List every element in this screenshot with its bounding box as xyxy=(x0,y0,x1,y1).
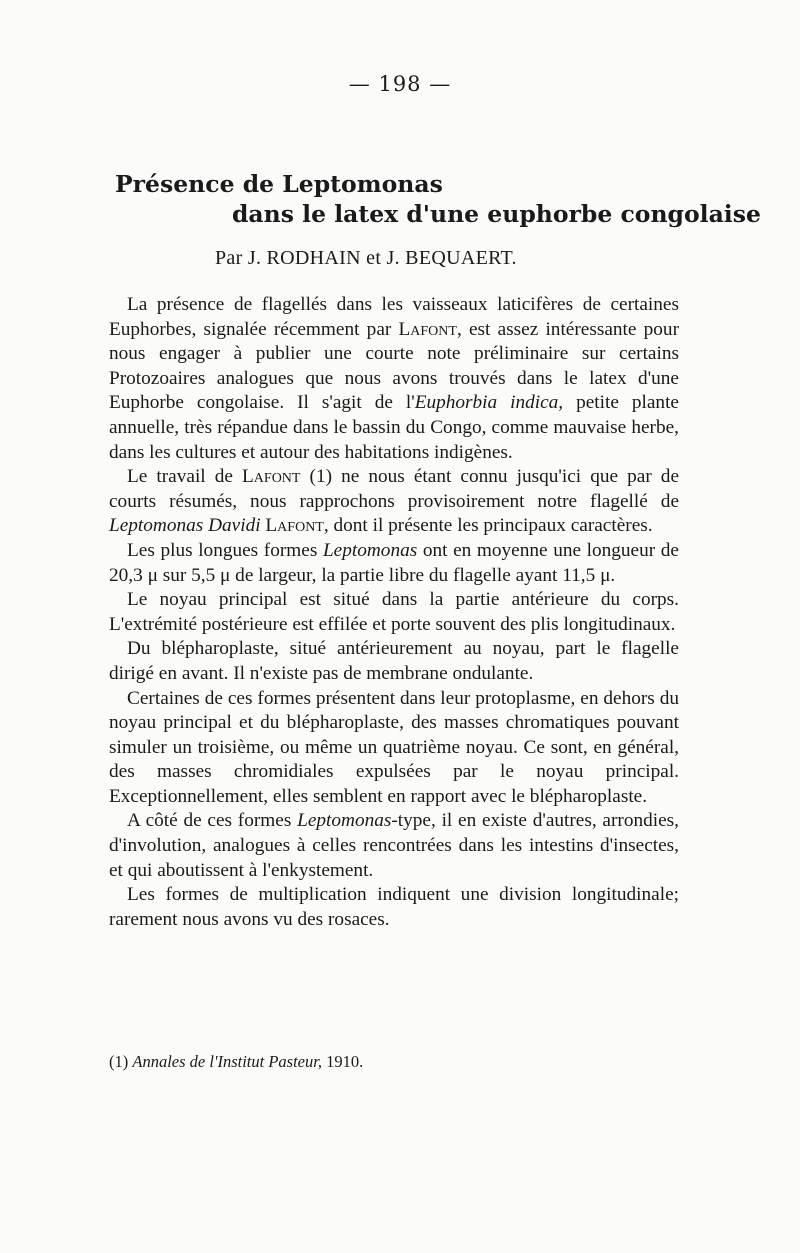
author-name-smallcaps: Lafont xyxy=(242,466,301,488)
text-segment: (1) ne nous étant connu jusqu'ici que par de courts résumés, nous rapprochons provisoirement notre flagellé de xyxy=(109,466,680,512)
footnote-journal-title: Annales de l'Institut Pasteur, xyxy=(132,1052,322,1071)
text-segment: Du blépharoplaste, situé antérieurement au noyau, part le flagelle dirigé en avant. Il n'existe pas de membrane ondulante. xyxy=(109,638,679,684)
footnote-year: 1910. xyxy=(321,1052,364,1071)
paragraph xyxy=(109,588,679,637)
paragraph xyxy=(109,465,679,539)
text-segment: , dont il présente les principaux caractères. xyxy=(323,515,653,537)
species-name-italic: Euphorbia indica, xyxy=(414,392,564,414)
text-segment: -type, il en existe d'autres, arrondies, d'involution, analogues à celles rencontrées dans les intestins d'insectes, et qui aboutissent à l'enkystement. xyxy=(109,810,679,881)
paragraph xyxy=(109,637,679,686)
footnote-marker: (1) xyxy=(109,1052,133,1071)
author-name-smallcaps: Lafont xyxy=(398,318,457,340)
text-segment: petite plante annuelle, très répandue dans le bassin du Congo, comme mauvaise herbe, dans les cultures et autour des habitations indigènes. xyxy=(109,392,679,463)
text-segment: Les formes de multiplication indiquent une division longitudinale; rarement nous avons vu des rosaces. xyxy=(109,884,679,930)
text-segment: Le travail de xyxy=(127,466,243,488)
article-title-line-2: dans le latex d'une euphorbe congolaise xyxy=(232,200,761,228)
text-segment: Le noyau principal est situé dans la partie antérieure du corps. L'extrémité postérieure est effilée et porte souvent des plis longitudinaux. xyxy=(109,589,679,635)
text-segment: A côté de ces formes xyxy=(127,810,298,832)
paragraph xyxy=(109,539,679,588)
text-segment: , est assez intéressante pour nous engager à publier une courte note préliminaire sur certains Protozoaires analogues que nous avons trouvés dans le latex d'une Euphorbe congolaise. Il s'agit de l' xyxy=(109,318,679,414)
paragraph xyxy=(109,293,679,465)
article-body xyxy=(109,293,679,932)
article-title-line-1: Présence de Leptomonas xyxy=(115,170,443,198)
page-number: — 198 — xyxy=(348,72,452,96)
paragraph xyxy=(109,809,679,883)
text-segment: Certaines de ces formes présentent dans leur protoplasme, en dehors du noyau principal et du blépharoplaste, des masses chromatiques pouvant simuler un troisième, ou même un quatrième noyau. Ce sont, en général, des masses chromidiales expulsées par le noyau principal. Exceptionnellement, elles semblent en rapport avec le blépharoplaste. xyxy=(109,687,679,807)
genus-name-italic: Leptomonas xyxy=(297,810,392,832)
footnote xyxy=(109,1052,363,1072)
species-name-italic: Leptomonas Davidi xyxy=(109,515,261,537)
paragraph xyxy=(109,687,679,810)
author-name-smallcaps: Lafont xyxy=(265,515,324,537)
paragraph xyxy=(109,883,679,932)
text-segment: La présence de flagellés dans les vaisseaux laticifères de certaines Euphorbes, signalée récemment par xyxy=(109,294,679,340)
text-segment: Les plus longues formes xyxy=(127,539,323,561)
text-segment: ont en moyenne une longueur de 20,3 μ sur 5,5 μ de largeur, la partie libre du flagelle ayant 11,5 μ. xyxy=(109,539,679,586)
genus-name-italic: Leptomonas xyxy=(322,539,418,561)
article-authors: Par J. RODHAIN et J. BEQUAERT. xyxy=(215,247,517,269)
